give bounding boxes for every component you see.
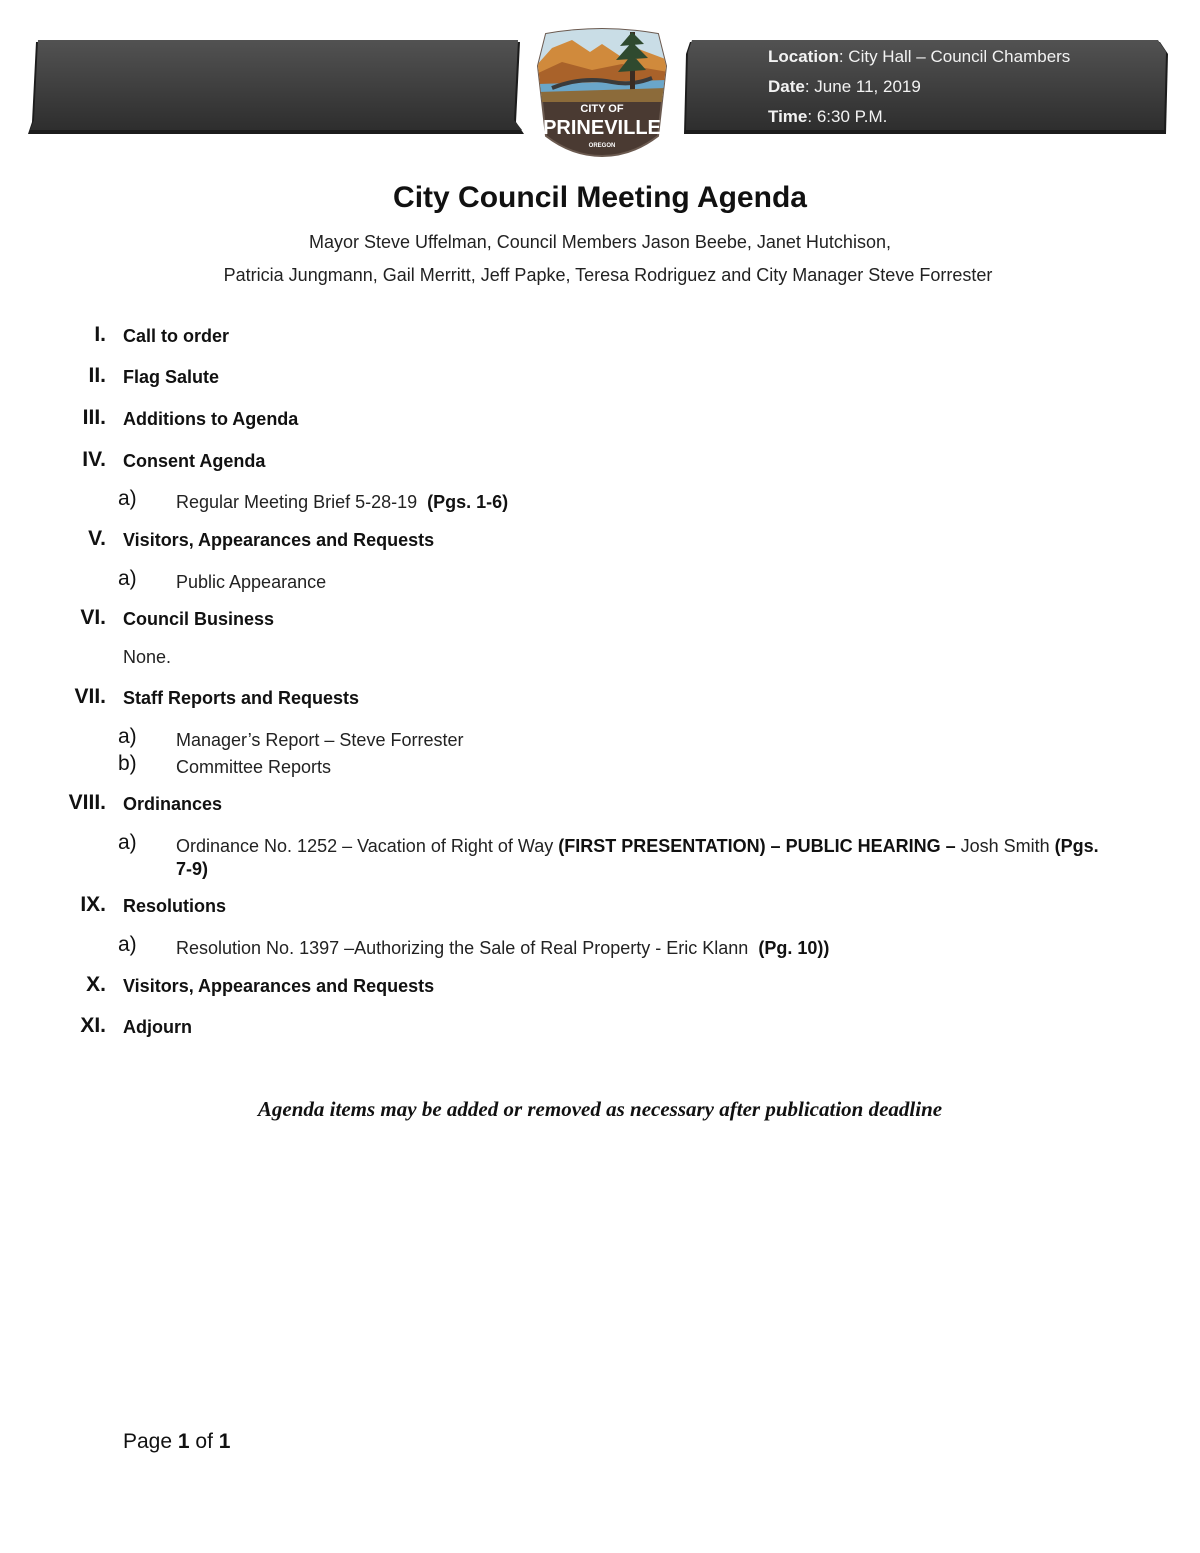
item-numeral: II. <box>88 364 106 387</box>
agenda-item <box>0 893 1200 922</box>
date-label: Date <box>768 77 805 96</box>
item-title: Flag Salute <box>123 367 220 387</box>
agenda-item <box>0 364 1200 393</box>
item-numeral: V. <box>88 527 106 550</box>
item-title: Staff Reports and Requests <box>123 688 360 708</box>
time-row <box>768 106 1070 136</box>
date-row <box>768 76 1070 106</box>
sub-item-letter: a) <box>118 933 137 956</box>
agenda-item <box>0 527 1200 556</box>
agenda-item <box>0 973 1200 1002</box>
location-row <box>768 46 1070 76</box>
item-numeral: XI. <box>80 1014 106 1037</box>
item-numeral: IX. <box>80 893 106 916</box>
sub-item-letter: a) <box>118 725 137 748</box>
time-value: : 6:30 P.M. <box>807 107 888 126</box>
item-numeral: X. <box>86 973 106 996</box>
date-value: : June 11, 2019 <box>804 77 921 96</box>
agenda-item <box>0 448 1200 477</box>
logo-line3: OREGON <box>588 143 616 149</box>
item-title: Consent Agenda <box>123 451 266 471</box>
agenda-item <box>0 1014 1200 1043</box>
members-line-1: Mayor Steve Uffelman, Council Members Jason Beebe, Janet Hutchison, <box>309 232 891 252</box>
item-title: Adjourn <box>123 1017 192 1037</box>
sub-item-letter: a) <box>118 487 137 510</box>
logo-line2: PRINEVILLE <box>543 117 661 139</box>
council-business-note: None. <box>123 647 172 667</box>
sub-item-text: Resolution No. 1397 –Authorizing the Sale of Real Property - Eric Klann (Pg. 10)) <box>176 938 830 958</box>
item-title: Council Business <box>123 609 275 629</box>
page-title: City Council Meeting Agenda <box>393 181 807 214</box>
item-numeral: VIII. <box>68 791 106 814</box>
sub-item-text: Committee Reports <box>176 757 332 777</box>
location-value: : City Hall – Council Chambers <box>838 47 1071 66</box>
agenda-item <box>0 606 1200 635</box>
members-line-2: Patricia Jungmann, Gail Merritt, Jeff Papke, Teresa Rodriguez and City Manager Steve Forrester <box>223 265 993 285</box>
sub-item-letter: a) <box>118 831 137 854</box>
sub-item-letter: a) <box>118 567 137 590</box>
sub-item-text: Manager’s Report – Steve Forrester <box>176 730 464 750</box>
time-label: Time <box>768 107 808 126</box>
agenda-item <box>0 406 1200 435</box>
logo-line1: CITY OF <box>580 103 624 115</box>
item-title: Additions to Agenda <box>123 409 299 429</box>
item-title: Visitors, Appearances and Requests <box>123 976 435 996</box>
item-numeral: I. <box>94 323 106 346</box>
location-label: Location <box>768 47 839 66</box>
item-title: Ordinances <box>123 794 223 814</box>
header-banner-left <box>26 38 528 136</box>
publication-note: Agenda items may be added or removed as necessary after publication deadline <box>257 1097 943 1121</box>
item-title: Resolutions <box>123 896 227 916</box>
item-numeral: III. <box>82 406 106 429</box>
item-numeral: VI. <box>80 606 106 629</box>
item-numeral: IV. <box>82 448 106 471</box>
city-logo <box>532 26 672 158</box>
sub-item-text: Public Appearance <box>176 572 327 592</box>
agenda-item <box>0 323 1200 352</box>
page-number: Page 1 of 1 <box>123 1430 231 1453</box>
sub-item-text: Regular Meeting Brief 5-28-19 (Pgs. 1-6) <box>176 492 509 512</box>
header-banner-right <box>682 38 1172 136</box>
agenda-item <box>0 791 1200 820</box>
item-title: Call to order <box>123 326 230 346</box>
item-numeral: VII. <box>74 685 106 708</box>
item-title: Visitors, Appearances and Requests <box>123 530 435 550</box>
sub-item-letter: b) <box>118 752 137 775</box>
agenda-item <box>0 685 1200 714</box>
sub-item-text: Ordinance No. 1252 – Vacation of Right of Way (FIRST PRESENTATION) – PUBLIC HEARING – Josh Smith (Pgs. 7-9) <box>176 836 1099 879</box>
meeting-info <box>768 46 1070 136</box>
